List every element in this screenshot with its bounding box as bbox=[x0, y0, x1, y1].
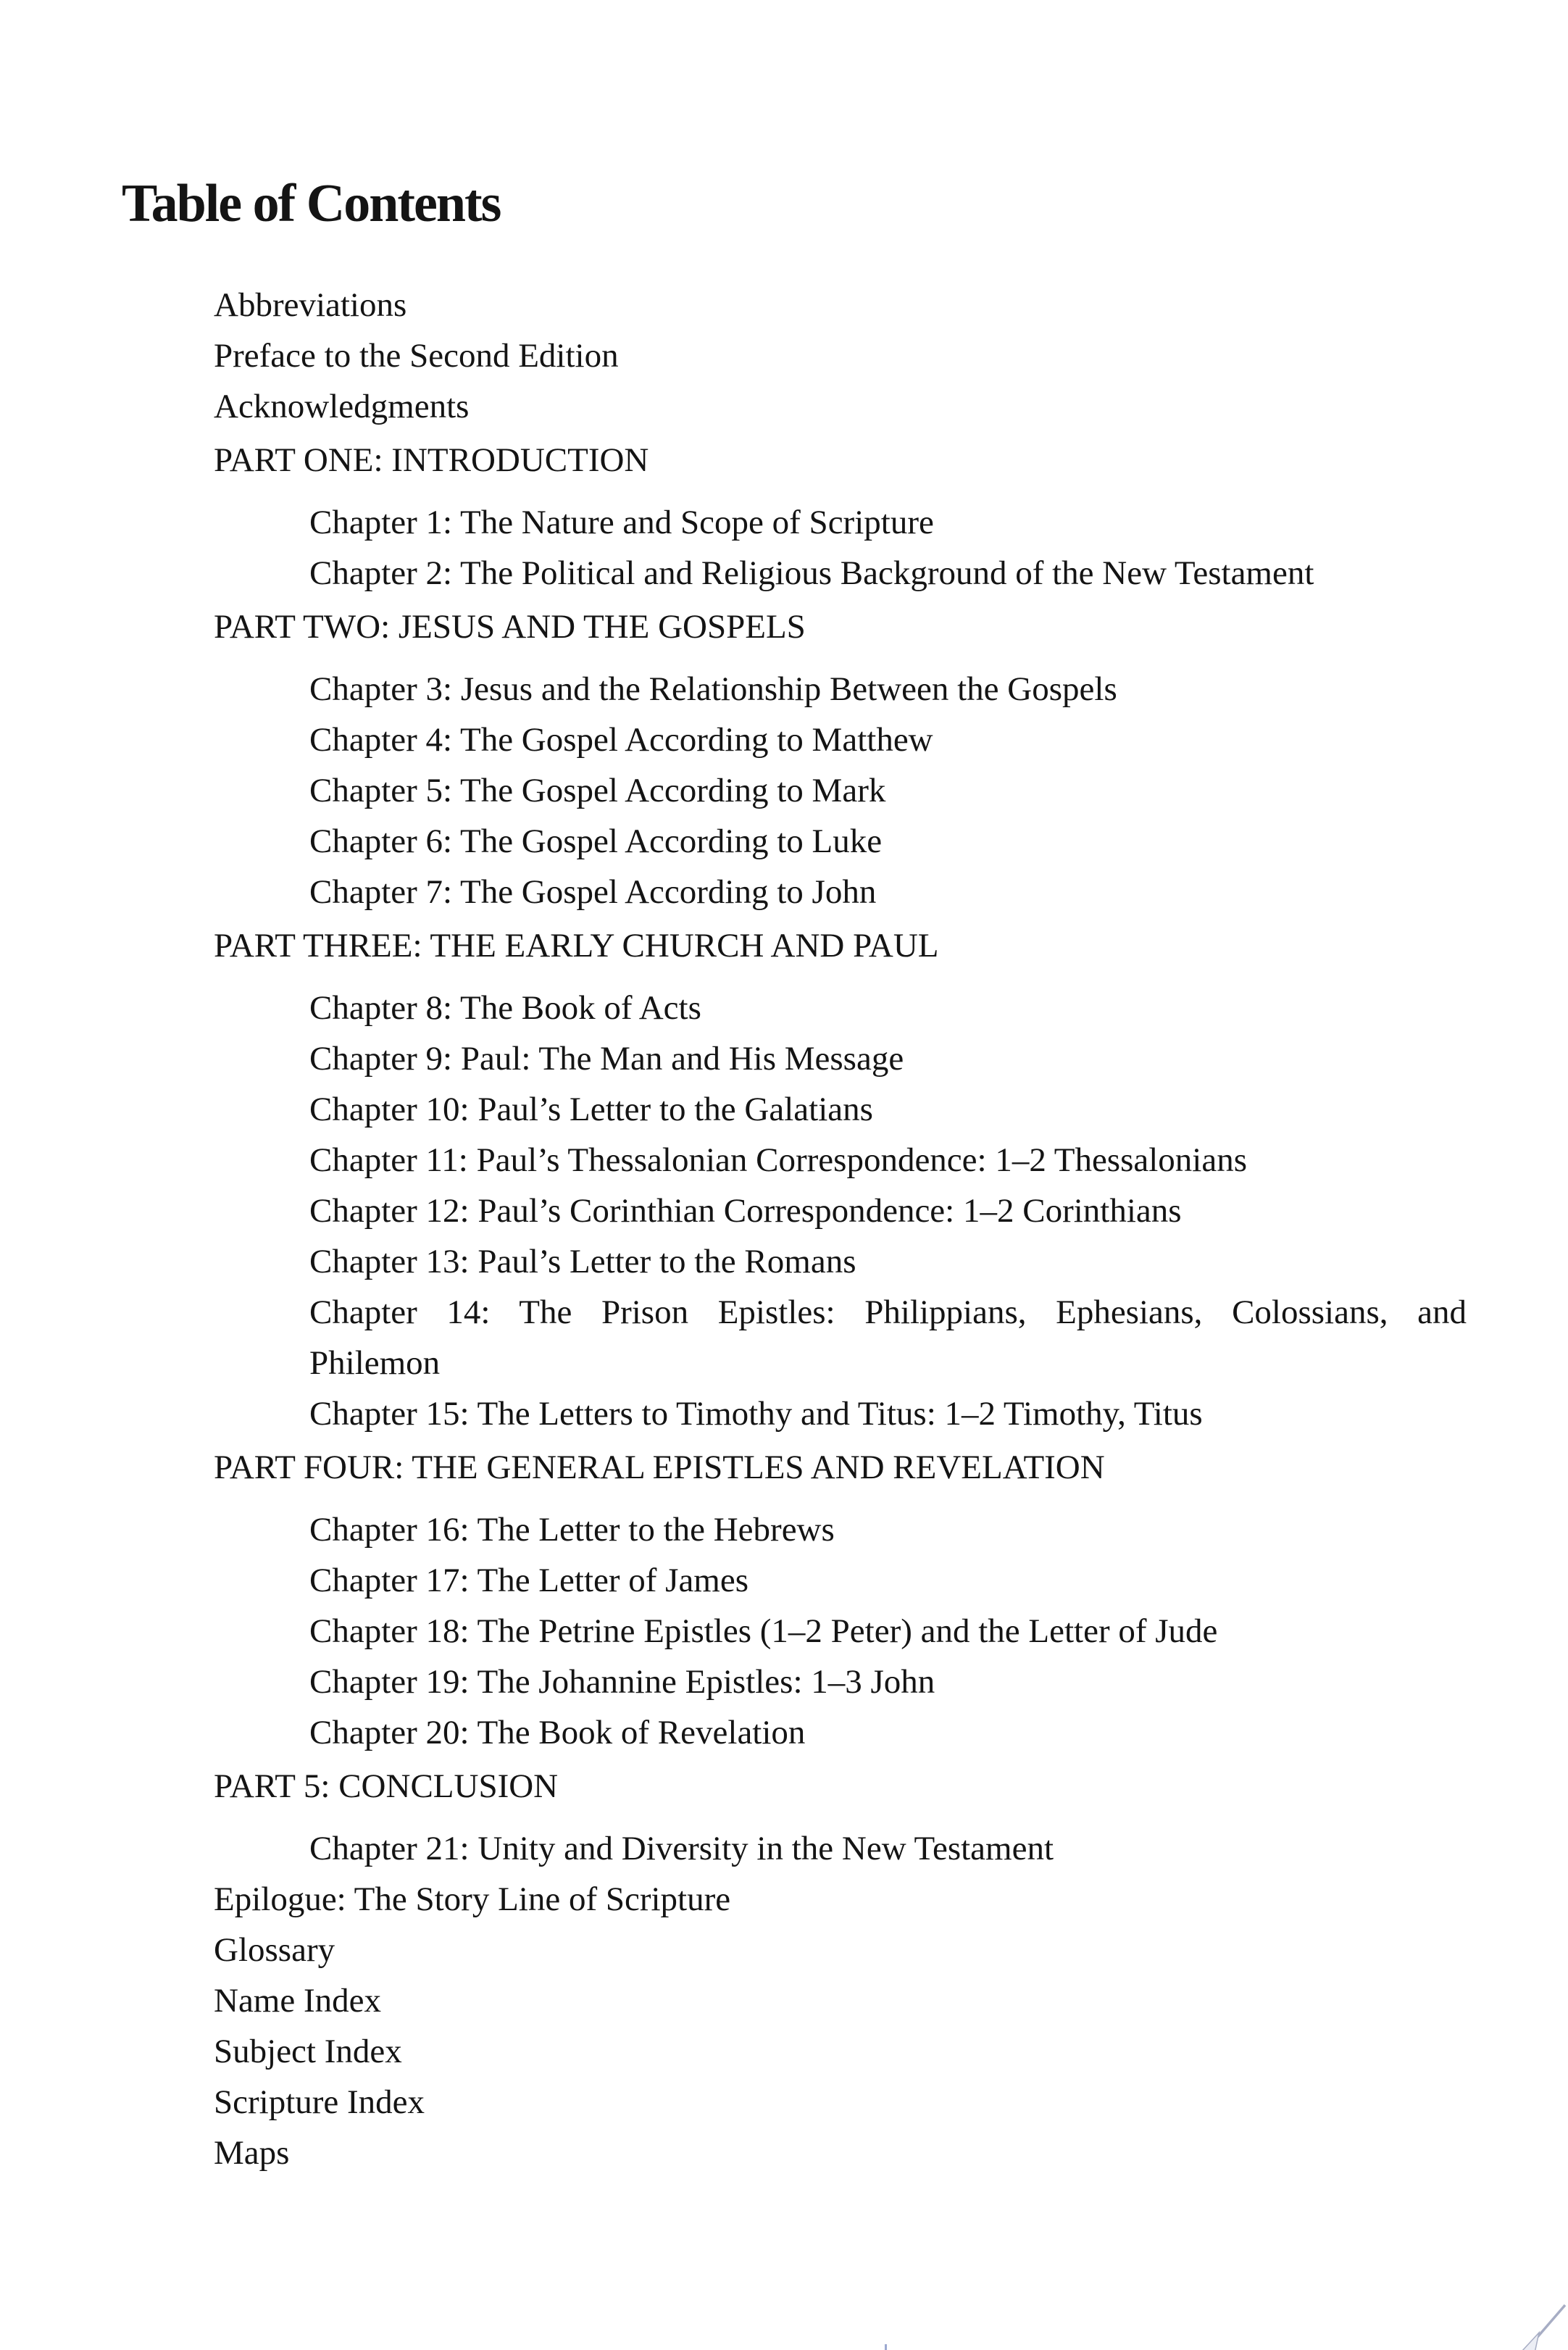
toc-entry[interactable]: Chapter 6: The Gospel According to Luke bbox=[309, 822, 883, 860]
toc-entry[interactable]: Chapter 10: Paul’s Letter to the Galatians bbox=[309, 1091, 873, 1128]
toc-part-heading[interactable]: PART FOUR: THE GENERAL EPISTLES AND REVELATION bbox=[214, 1449, 1105, 1486]
toc-entry[interactable]: Chapter 16: The Letter to the Hebrews bbox=[309, 1511, 835, 1549]
toc-entry[interactable]: Chapter 5: The Gospel According to Mark bbox=[309, 772, 886, 809]
toc-entry[interactable]: Chapter 7: The Gospel According to John bbox=[309, 873, 877, 911]
toc-entry[interactable]: Subject Index bbox=[214, 2033, 402, 2070]
toc-entry[interactable]: Chapter 12: Paul’s Corinthian Correspondence: 1–2 Corinthians bbox=[309, 1192, 1182, 1230]
bottom-edge-tick bbox=[885, 2344, 887, 2350]
toc-entry[interactable]: Chapter 17: The Letter of James bbox=[309, 1562, 749, 1599]
toc-entry[interactable]: Abbreviations bbox=[214, 286, 407, 324]
toc-entry[interactable]: Chapter 11: Paul’s Thessalonian Correspondence: 1–2 Thessalonians bbox=[309, 1141, 1248, 1179]
toc-entry[interactable]: Name Index bbox=[214, 1982, 381, 2020]
toc-part-heading[interactable]: PART 5: CONCLUSION bbox=[214, 1767, 559, 1805]
page-title: Table of Contents bbox=[122, 174, 501, 233]
toc-entry[interactable]: Chapter 2: The Political and Religious Background of the New Testament bbox=[309, 554, 1314, 592]
toc-entry[interactable]: Preface to the Second Edition bbox=[214, 337, 619, 375]
toc-entry[interactable]: Philemon bbox=[309, 1344, 441, 1382]
toc-part-heading[interactable]: PART TWO: JESUS AND THE GOSPELS bbox=[214, 608, 806, 646]
toc-entry[interactable]: Chapter 15: The Letters to Timothy and Titus: 1–2 Timothy, Titus bbox=[309, 1395, 1203, 1433]
toc-entry[interactable]: Chapter 18: The Petrine Epistles (1–2 Peter) and the Letter of Jude bbox=[309, 1612, 1218, 1650]
toc-entry[interactable]: Chapter 3: Jesus and the Relationship Between the Gospels bbox=[309, 670, 1117, 708]
toc-entry[interactable]: Chapter 19: The Johannine Epistles: 1–3 John bbox=[309, 1663, 935, 1701]
toc-part-heading[interactable]: PART ONE: INTRODUCTION bbox=[214, 441, 649, 479]
toc-entry[interactable]: Scripture Index bbox=[214, 2083, 425, 2121]
toc-list bbox=[214, 280, 1467, 2178]
toc-entry[interactable]: Chapter 20: The Book of Revelation bbox=[309, 1714, 806, 1751]
toc-part-heading[interactable]: PART THREE: THE EARLY CHURCH AND PAUL bbox=[214, 927, 939, 964]
toc-entry[interactable]: Chapter 9: Paul: The Man and His Message bbox=[309, 1040, 904, 1078]
toc-entry[interactable]: Chapter 13: Paul’s Letter to the Romans bbox=[309, 1243, 856, 1280]
toc-entry[interactable]: Chapter 8: The Book of Acts bbox=[309, 989, 701, 1027]
page-curl-icon bbox=[1513, 2299, 1568, 2350]
toc-entry[interactable]: Glossary bbox=[214, 1931, 335, 1969]
toc-entry[interactable]: Maps bbox=[214, 2134, 290, 2172]
toc-entry[interactable]: Epilogue: The Story Line of Scripture bbox=[214, 1880, 731, 1918]
toc-entry[interactable]: Chapter 1: The Nature and Scope of Scripture bbox=[309, 504, 934, 541]
toc-entry[interactable]: Chapter 14: The Prison Epistles: Philippians, Ephesians, Colossians, and bbox=[309, 1293, 1467, 1331]
toc-entry[interactable]: Acknowledgments bbox=[214, 388, 470, 425]
toc-entry[interactable]: Chapter 4: The Gospel According to Matthew bbox=[309, 721, 933, 759]
toc-entry[interactable]: Chapter 21: Unity and Diversity in the New Testament bbox=[309, 1830, 1054, 1867]
